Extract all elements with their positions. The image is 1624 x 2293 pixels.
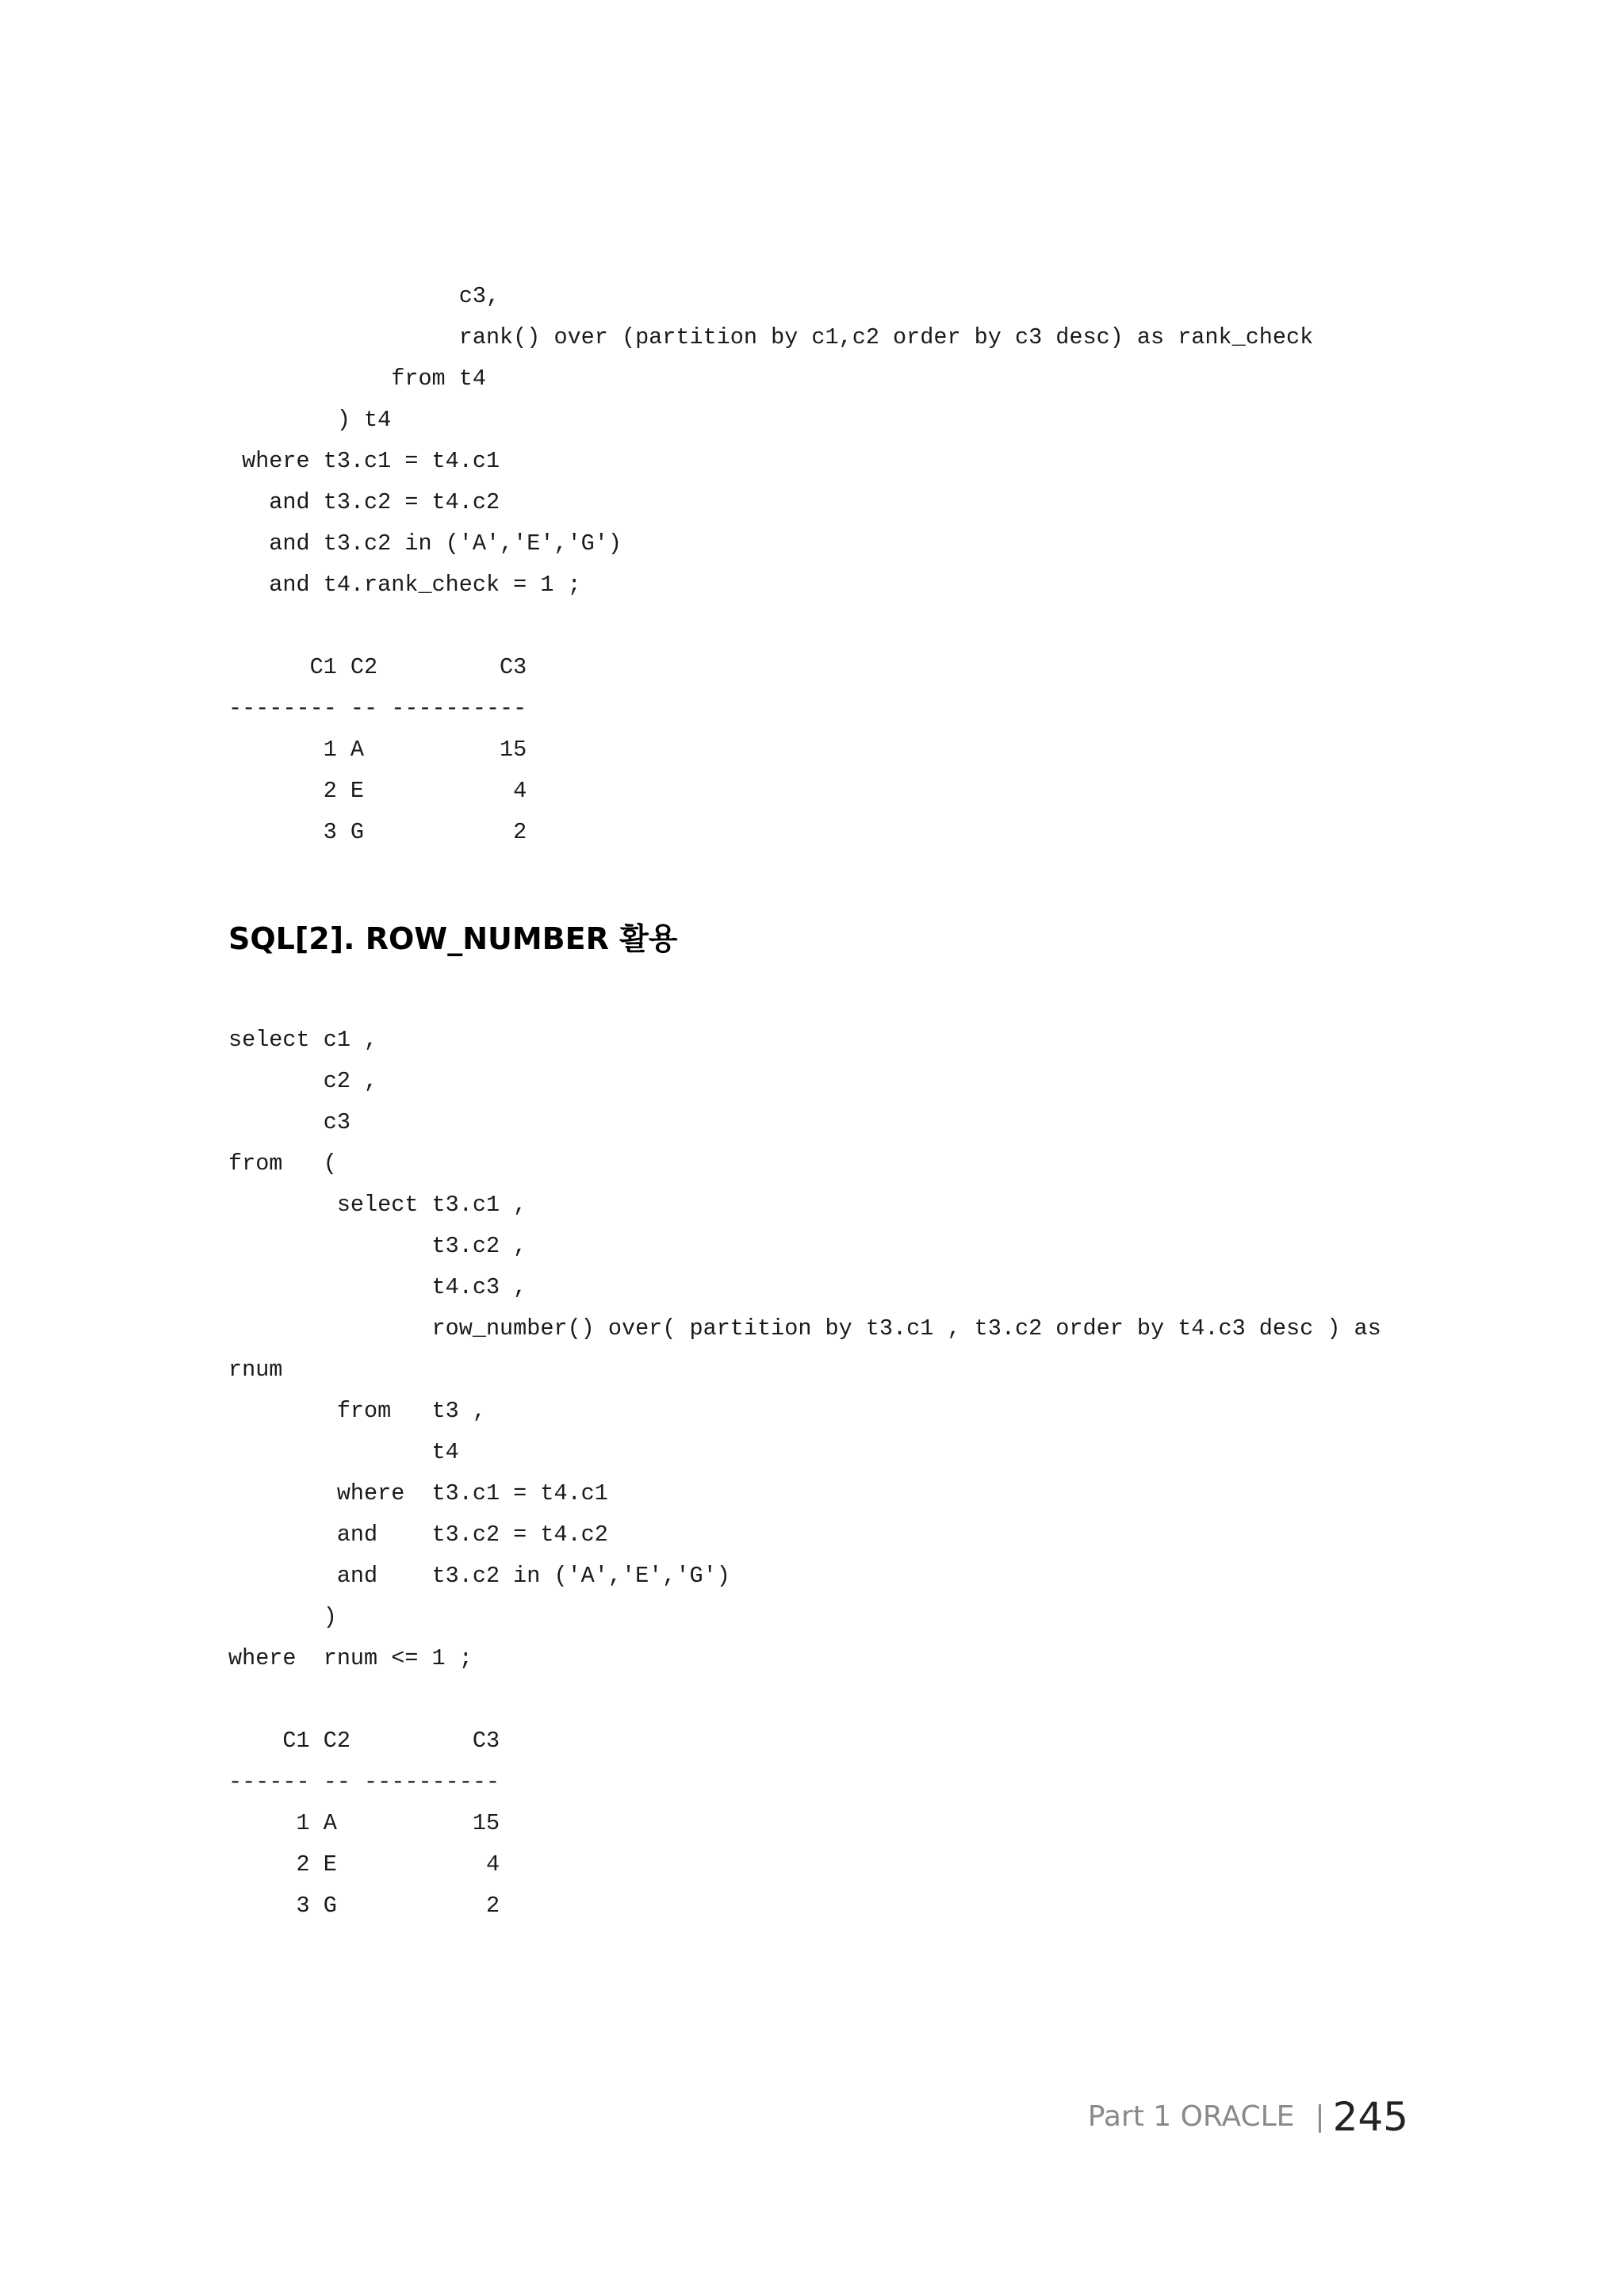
code-line: from t3 , — [228, 1398, 486, 1424]
result-row: 2 E 4 — [228, 1851, 500, 1878]
code-line: rnum — [228, 1357, 283, 1383]
code-line: select c1 , — [228, 1027, 378, 1053]
footer-separator: | — [1315, 2100, 1325, 2133]
code-line — [228, 606, 1313, 647]
code-line: ) — [228, 1604, 337, 1630]
result-row: 2 E 4 — [228, 778, 527, 804]
code-line: where rnum <= 1 ; — [228, 1645, 473, 1671]
result-header: C1 C2 C3 — [228, 654, 527, 680]
code-line: t4 — [228, 1439, 459, 1465]
result-row: 1 A 15 — [228, 1810, 500, 1836]
code-line: row_number() over( partition by t3.c1 , t3.c2 order by t4.c3 desc ) as — [228, 1315, 1381, 1342]
code-line: and t3.c2 = t4.c2 — [228, 1522, 608, 1548]
code-line: from t4 — [228, 366, 486, 392]
code-line: ) t4 — [228, 407, 392, 433]
page-number: 245 — [1332, 2094, 1408, 2140]
code-line: where t3.c1 = t4.c1 — [228, 1480, 608, 1506]
code-line: and t4.rank_check = 1 ; — [228, 572, 581, 598]
code-line: select t3.c1 , — [228, 1192, 527, 1218]
page-footer — [1088, 2093, 1408, 2141]
code-line: t4.c3 , — [228, 1274, 527, 1300]
code-line — [228, 1679, 1381, 1721]
code-line: t3.c2 , — [228, 1233, 527, 1259]
code-line: c2 , — [228, 1068, 378, 1094]
result-row: 3 G 2 — [228, 819, 527, 845]
section-title: SQL[2]. ROW_NUMBER 활용 — [228, 921, 678, 956]
result-row: 1 A 15 — [228, 737, 527, 763]
result-divider: ------ -- ---------- — [228, 1769, 500, 1795]
code-line: and t3.c2 in ('A','E','G') — [228, 530, 622, 557]
result-divider: -------- -- ---------- — [228, 695, 527, 722]
result-header: C1 C2 C3 — [228, 1728, 500, 1754]
code-line: c3 — [228, 1109, 350, 1135]
footer-part-label: Part 1 ORACLE — [1087, 2100, 1295, 2133]
code-block-top — [228, 276, 1313, 853]
code-block-bottom — [228, 1020, 1381, 1927]
code-line: and t3.c2 in ('A','E','G') — [228, 1563, 730, 1589]
code-line: c3, — [228, 283, 500, 309]
code-line: and t3.c2 = t4.c2 — [228, 489, 500, 515]
code-line: where t3.c1 = t4.c1 — [228, 448, 500, 474]
code-line: from ( — [228, 1150, 337, 1177]
code-line: rank() over (partition by c1,c2 order by c3 desc) as rank_check — [228, 324, 1314, 350]
result-row: 3 G 2 — [228, 1893, 500, 1919]
